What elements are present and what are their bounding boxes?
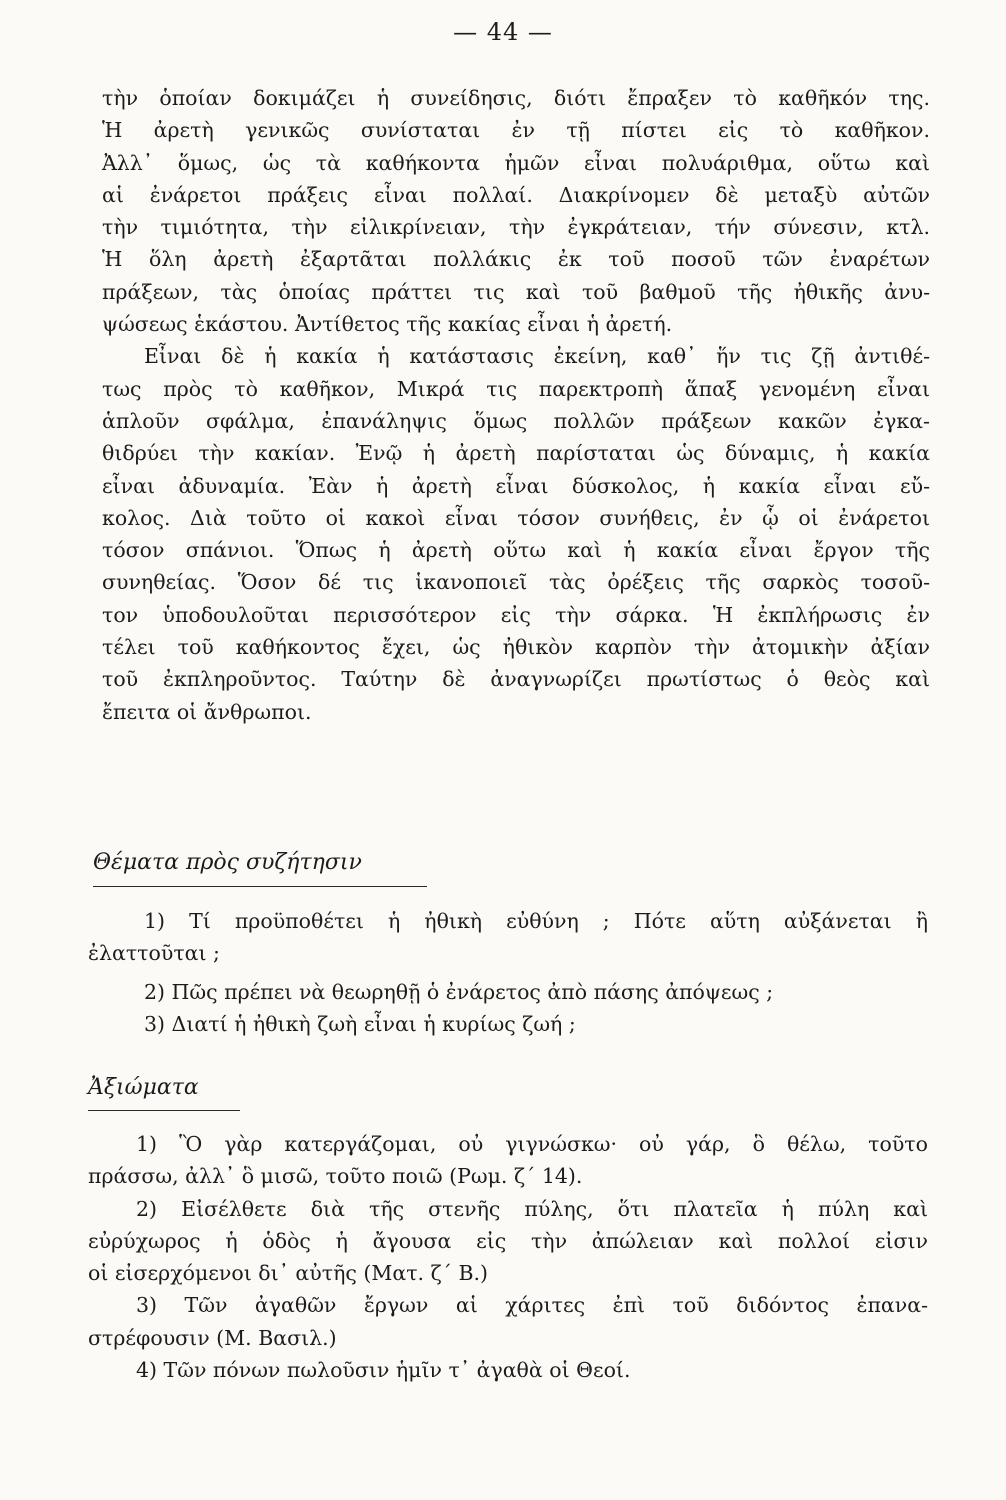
text-line: ψώσεως ἑκάστου. Ἀντίθετος τῆς κακίας εἶναι ἡ ἀρετή. [102,312,673,337]
text-line: αἱ ἐνάρετοι πράξεις εἶναι πολλαί. Διακρίνομεν δὲ μεταξὺ αὐτῶν [102,182,930,207]
list-item: 1) Τί προϋποθέτει ἡ ἠθικὴ εὐθύνη ; Πότε αὕτη αὐξάνεται ἢ [144,909,928,933]
page-number: — 44 — [453,18,553,46]
text-line: κολος. Διὰ τοῦτο οἱ κακοὶ εἶναι τόσον συνήθεις, ἐν ᾧ οἱ ἐνάρετοι [102,505,930,530]
text-line: Ἡ ὅλη ἀρετὴ ἐξαρτᾶται πολλάκις ἐκ τοῦ ποσοῦ τῶν ἐναρέτων [102,247,930,272]
text-line: τὴν ὁποίαν δοκιμάζει ἡ συνείδησις, διότι ἔπραξεν τὸ καθῆκόν της. [102,86,930,110]
text-line: πράξεων, τὰς ὁποίας πράττει τις καὶ τοῦ βαθμοῦ τῆς ἠθικῆς ἀνυ- [102,279,930,304]
list-item: 2) Εἰσέλθετε διὰ τῆς στενῆς πύλης, ὅτι πλατεῖα ἡ πύλη καὶ [136,1196,928,1221]
text-line: τόσον σπάνιοι. Ὅπως ἡ ἀρετὴ οὕτω καὶ ἡ κακία εἶναι ἔργον τῆς [102,538,930,563]
discussion-heading-rule [93,886,427,887]
discussion-heading: Θέματα πρὸς συζήτησιν [93,850,362,875]
list-item: οἱ εἰσερχόμενοι δι᾿ αὐτῆς (Ματ. ζ΄ Β.) [88,1261,489,1286]
axioms-list [88,1128,928,1386]
list-item: 4) Τῶν πόνων πωλοῦσιν ἡμῖν τ᾿ ἀγαθὰ οἱ Θεοί. [136,1358,631,1383]
text-line: τὴν τιμιότητα, τὴν εἰλικρίνειαν, τὴν ἐγκράτειαν, τήν σύνεσιν, κτλ. [102,215,930,240]
list-item: 1) Ὃ γὰρ κατεργάζομαι, οὐ γιγνώσκω· οὐ γάρ, ὃ θέλω, τοῦτο [136,1132,928,1156]
list-item: στρέφουσιν (Μ. Βασιλ.) [88,1325,337,1350]
axioms-heading: Ἀξιώματα [88,1075,199,1100]
text-line: Ἡ ἀρετὴ γενικῶς συνίσταται ἐν τῇ πίστει εἰς τὸ καθῆκον. [102,118,930,143]
text-line: τως πρὸς τὸ καθῆκον, Μικρά τις παρεκτροπὴ ἅπαξ γενομένη εἶναι [102,376,930,401]
list-item: πράσσω, ἀλλ᾿ ὃ μισῶ, τοῦτο ποιῶ (Ρωμ. ζ΄ 14). [88,1164,583,1189]
text-line: Ἀλλ᾿ ὅμως, ὡς τὰ καθήκοντα ἡμῶν εἶναι πολυάριθμα, οὕτω καὶ [102,150,930,175]
text-line: θιδρύει τὴν κακίαν. Ἐνῷ ἡ ἀρετὴ παρίσταται ὡς δύναμις, ἡ κακία [102,441,930,466]
text-line: εἶναι ἀδυναμία. Ἐὰν ἡ ἀρετὴ εἶναι δύσκολος, ἡ κακία εἶναι εὔ- [102,473,930,498]
list-item: 3) Τῶν ἀγαθῶν ἔργων αἱ χάριτες ἐπὶ τοῦ διδόντος ἐπανα- [136,1293,928,1318]
axioms-heading-rule [88,1110,240,1111]
list-item: 3) Διατί ἡ ἠθικὴ ζωὴ εἶναι ἡ κυρίως ζωή ; [144,1011,576,1036]
list-item: ἐλαττοῦται ; [88,941,220,966]
text-line: ἔπειτα οἱ ἄνθρωποι. [102,699,312,724]
text-line: τέλει τοῦ καθήκοντος ἔχει, ὡς ἠθικὸν καρπὸν τὴν ἀτομικὴν ἀξίαν [102,635,930,660]
text-line: τοῦ ἐκπληροῦντος. Ταύτην δὲ ἀναγνωρίζει πρωτίστως ὁ θεὸς καὶ [102,667,930,692]
text-line: συνηθείας. Ὅσον δέ τις ἱκανοποιεῖ τὰς ὀρέξεις τῆς σαρκὸς τοσοῦ- [102,570,930,595]
text-line: ἁπλοῦν σφάλμα, ἐπανάληψις ὅμως πολλῶν πράξεων κακῶν ἐγκα- [102,408,930,433]
text-line: τον ὑποδουλοῦται περισσότερον εἰς τὴν σάρκα. Ἡ ἐκπλήρωσις ἐν [102,602,930,627]
list-item: εὐρύχωρος ἡ ὁδὸς ἡ ἄγουσα εἰς τὴν ἀπώλειαν καὶ πολλοί εἰσιν [88,1228,928,1253]
main-paragraphs [102,82,930,728]
text-line: Εἶναι δὲ ἡ κακία ἡ κατάστασις ἐκείνη, καθ᾿ ἥν τις ζῇ ἀντιθέ- [144,344,930,369]
discussion-list [88,905,928,1040]
list-item: 2) Πῶς πρέπει νὰ θεωρηθῇ ὁ ἐνάρετος ἀπὸ πάσης ἀπόψεως ; [144,979,774,1004]
